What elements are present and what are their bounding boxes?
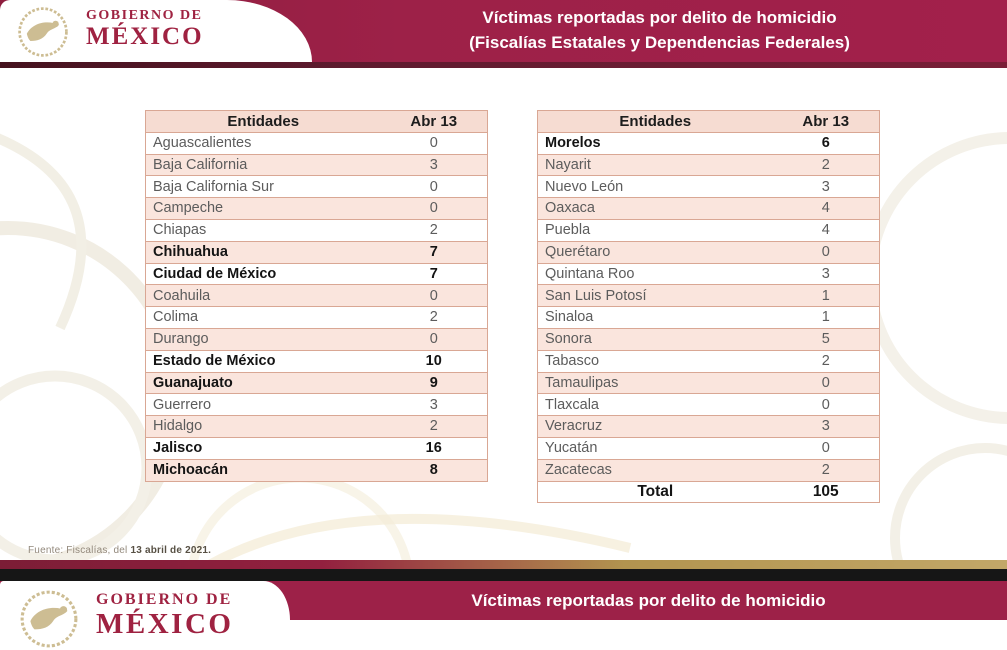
logo-line1: GOBIERNO DE (96, 591, 233, 608)
entity-cell: Zacatecas (538, 459, 773, 481)
entity-cell: Baja California (146, 154, 381, 176)
entity-cell: Estado de México (146, 350, 381, 372)
value-cell: 9 (381, 372, 488, 394)
value-cell: 0 (773, 241, 880, 263)
table-row (146, 350, 488, 372)
entity-cell: Aguascalientes (146, 132, 381, 154)
value-cell: 2 (773, 154, 880, 176)
entity-cell: Yucatán (538, 437, 773, 459)
table-row (538, 437, 880, 459)
entity-cell: Sinaloa (538, 307, 773, 329)
value-cell: 6 (773, 132, 880, 154)
value-cell: 2 (381, 307, 488, 329)
table-row (538, 394, 880, 416)
table-row (146, 285, 488, 307)
table-row (538, 416, 880, 438)
table-row (538, 285, 880, 307)
entity-cell: Campeche (146, 198, 381, 220)
table-row (538, 176, 880, 198)
value-cell: 2 (381, 416, 488, 438)
entity-cell: Tabasco (538, 350, 773, 372)
value-cell: 3 (773, 176, 880, 198)
value-cell: 4 (773, 219, 880, 241)
total-row (538, 481, 880, 503)
slide-title (312, 0, 1007, 62)
table-row (146, 394, 488, 416)
value-cell: 8 (381, 459, 488, 481)
table-row (538, 219, 880, 241)
entity-cell: Nuevo León (538, 176, 773, 198)
entity-cell: Durango (146, 328, 381, 350)
value-cell: 2 (773, 350, 880, 372)
table-row (146, 154, 488, 176)
table-header-row (538, 111, 880, 133)
value-cell: 1 (773, 285, 880, 307)
entity-cell: Chiapas (146, 219, 381, 241)
table-row (538, 307, 880, 329)
table-row (146, 176, 488, 198)
entity-cell: Hidalgo (146, 416, 381, 438)
entities-header: Entidades (146, 111, 381, 133)
slide-gap (0, 569, 1007, 581)
table-row (538, 372, 880, 394)
value-cell: 3 (773, 263, 880, 285)
victims-table-right (537, 110, 880, 503)
entity-cell: Colima (146, 307, 381, 329)
table-row (538, 459, 880, 481)
value-cell: 0 (381, 285, 488, 307)
table-row (146, 132, 488, 154)
value-cell: 4 (773, 198, 880, 220)
table-row (146, 307, 488, 329)
date-header: Abr 13 (773, 111, 880, 133)
value-cell: 0 (773, 372, 880, 394)
table-row (146, 416, 488, 438)
table-row (538, 132, 880, 154)
value-cell: 3 (381, 154, 488, 176)
value-cell: 3 (773, 416, 880, 438)
logo-line1: GOBIERNO DE (86, 8, 203, 23)
entity-cell: Sonora (538, 328, 773, 350)
entity-cell: San Luis Potosí (538, 285, 773, 307)
source-date: 13 abril de 2021. (130, 545, 212, 556)
entity-cell: Ciudad de México (146, 263, 381, 285)
table-row (146, 198, 488, 220)
entity-cell: Querétaro (538, 241, 773, 263)
mexico-eagle-seal-icon (16, 5, 70, 59)
victims-table-left (145, 110, 488, 482)
mexico-eagle-seal-icon (18, 588, 80, 650)
slide-bottom-accent-bar (0, 560, 1007, 569)
table-header-row (146, 111, 488, 133)
table-row (146, 241, 488, 263)
table-row (146, 459, 488, 481)
table-row (538, 154, 880, 176)
entity-cell: Guerrero (146, 394, 381, 416)
table-row (538, 241, 880, 263)
entity-cell: Baja California Sur (146, 176, 381, 198)
value-cell: 2 (381, 219, 488, 241)
value-cell: 16 (381, 437, 488, 459)
table-row (146, 263, 488, 285)
logo-line2: MÉXICO (96, 608, 234, 640)
next-slide-title: Víctimas reportadas por delito de homicidio (471, 590, 826, 610)
value-cell: 5 (773, 328, 880, 350)
table-row (146, 437, 488, 459)
entity-cell: Guanajuato (146, 372, 381, 394)
entity-cell: Puebla (538, 219, 773, 241)
slide-title-line2: (Fiscalías Estatales y Dependencias Federales) (469, 33, 850, 52)
source-note (28, 545, 211, 556)
entity-cell: Chihuahua (146, 241, 381, 263)
value-cell: 0 (381, 198, 488, 220)
total-label: Total (538, 481, 773, 503)
value-cell: 7 (381, 263, 488, 285)
value-cell: 0 (381, 132, 488, 154)
entity-cell: Michoacán (146, 459, 381, 481)
entity-cell: Morelos (538, 132, 773, 154)
value-cell: 10 (381, 350, 488, 372)
total-value: 105 (773, 481, 880, 503)
value-cell: 0 (773, 437, 880, 459)
value-cell: 0 (381, 328, 488, 350)
value-cell: 7 (381, 241, 488, 263)
entity-cell: Jalisco (146, 437, 381, 459)
value-cell: 0 (773, 394, 880, 416)
date-header: Abr 13 (381, 111, 488, 133)
table-row (538, 263, 880, 285)
entity-cell: Coahuila (146, 285, 381, 307)
table-row (146, 219, 488, 241)
logo-line2: MÉXICO (86, 23, 204, 50)
entity-cell: Tamaulipas (538, 372, 773, 394)
entity-cell: Tlaxcala (538, 394, 773, 416)
value-cell: 1 (773, 307, 880, 329)
table-row (538, 198, 880, 220)
table-row (146, 372, 488, 394)
value-cell: 3 (381, 394, 488, 416)
source-prefix: Fuente: Fiscalías, del (28, 545, 131, 556)
value-cell: 2 (773, 459, 880, 481)
entity-cell: Veracruz (538, 416, 773, 438)
entity-cell: Oaxaca (538, 198, 773, 220)
slide-title-line1: Víctimas reportadas por delito de homicidio (482, 8, 837, 28)
entity-cell: Nayarit (538, 154, 773, 176)
table-row (146, 328, 488, 350)
entities-header: Entidades (538, 111, 773, 133)
value-cell: 0 (381, 176, 488, 198)
table-row (538, 350, 880, 372)
table-row (538, 328, 880, 350)
gobierno-de-mexico-logo (96, 592, 233, 639)
gobierno-de-mexico-logo (86, 9, 204, 49)
entity-cell: Quintana Roo (538, 263, 773, 285)
slide-body (0, 68, 1007, 560)
